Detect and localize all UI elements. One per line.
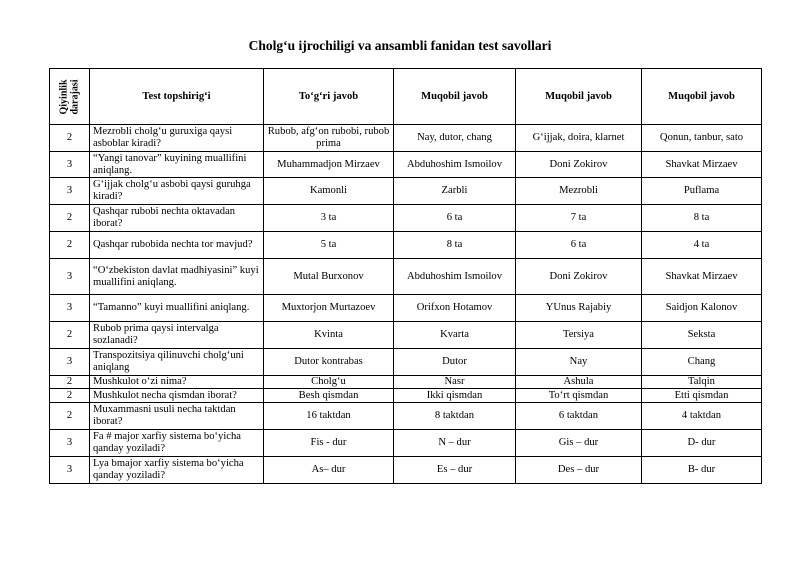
header-level-line1: Qiyinlik <box>58 78 70 115</box>
table-body <box>50 125 762 484</box>
alternative-answer-3-cell: 8 ta <box>642 205 762 232</box>
header-level-line2: darajasi <box>69 79 81 115</box>
difficulty-cell: 3 <box>50 349 90 376</box>
correct-answer-cell: Kamonli <box>264 178 394 205</box>
alternative-answer-3-cell: Shavkat Mirzaev <box>642 259 762 295</box>
alternative-answer-3-cell: Seksta <box>642 322 762 349</box>
alternative-answer-2-cell: Tersiya <box>516 322 642 349</box>
alternative-answer-2-cell: Mezrobli <box>516 178 642 205</box>
correct-answer-cell: 16 taktdan <box>264 403 394 430</box>
table-row <box>50 125 762 152</box>
table-row <box>50 389 762 403</box>
alternative-answer-2-cell: 6 taktdan <box>516 403 642 430</box>
correct-answer-cell: Muxtorjon Murtazoev <box>264 295 394 322</box>
alternative-answer-1-cell: 8 taktdan <box>394 403 516 430</box>
alternative-answer-3-cell: 4 ta <box>642 232 762 259</box>
alternative-answer-3-cell: Qonun, tanbur, sato <box>642 125 762 152</box>
alternative-answer-3-cell: Shavkat Mirzaev <box>642 152 762 178</box>
difficulty-cell: 3 <box>50 259 90 295</box>
table-row <box>50 259 762 295</box>
question-cell: Mushkulot o‘zi nima? <box>90 376 264 389</box>
table-row <box>50 295 762 322</box>
alternative-answer-1-cell: Nasr <box>394 376 516 389</box>
correct-answer-cell: Besh qismdan <box>264 389 394 403</box>
difficulty-cell: 2 <box>50 322 90 349</box>
table-header-row <box>50 69 762 125</box>
alternative-answer-2-cell: G‘ijjak, doira, klarnet <box>516 125 642 152</box>
alternative-answer-1-cell: Abduhoshim Ismoilov <box>394 152 516 178</box>
header-test-task: Test topshirig‘i <box>90 69 264 125</box>
alternative-answer-1-cell: Kvarta <box>394 322 516 349</box>
alternative-answer-2-cell: To‘rt qismdan <box>516 389 642 403</box>
question-cell: G‘ijjak cholg‘u asbobi qaysi guruhga kiradi? <box>90 178 264 205</box>
question-cell: Lya bmajor xarfiy sistema bo‘yicha qanday yoziladi? <box>90 457 264 484</box>
question-cell: “Tamanno” kuyi muallifini aniqlang. <box>90 295 264 322</box>
correct-answer-cell: 5 ta <box>264 232 394 259</box>
table-row <box>50 430 762 457</box>
difficulty-cell: 2 <box>50 232 90 259</box>
alternative-answer-3-cell: 4 taktdan <box>642 403 762 430</box>
table-row <box>50 403 762 430</box>
test-questions-table <box>49 68 762 484</box>
alternative-answer-1-cell: Ikki qismdan <box>394 389 516 403</box>
question-cell: Qashqar rubobi nechta oktavadan iborat? <box>90 205 264 232</box>
alternative-answer-2-cell: Doni Zokirov <box>516 259 642 295</box>
alternative-answer-2-cell: YUnus Rajabiy <box>516 295 642 322</box>
alternative-answer-3-cell: Saidjon Kalonov <box>642 295 762 322</box>
alternative-answer-3-cell: Puflama <box>642 178 762 205</box>
difficulty-cell: 2 <box>50 403 90 430</box>
table-row <box>50 457 762 484</box>
header-correct-answer: To‘g‘ri javob <box>264 69 394 125</box>
alternative-answer-1-cell: Dutor <box>394 349 516 376</box>
alternative-answer-3-cell: Etti qismdan <box>642 389 762 403</box>
alternative-answer-2-cell: Nay <box>516 349 642 376</box>
question-cell: “Yangi tanovar” kuyining muallifini aniqlang. <box>90 152 264 178</box>
alternative-answer-2-cell: 7 ta <box>516 205 642 232</box>
alternative-answer-2-cell: Gis – dur <box>516 430 642 457</box>
alternative-answer-1-cell: 6 ta <box>394 205 516 232</box>
correct-answer-cell: Kvinta <box>264 322 394 349</box>
table-row <box>50 178 762 205</box>
difficulty-cell: 3 <box>50 430 90 457</box>
question-cell: Muxammasni usuli necha taktdan iborat? <box>90 403 264 430</box>
alternative-answer-2-cell: Doni Zokirov <box>516 152 642 178</box>
question-cell: Mezrobli cholg‘u guruxiga qaysi asboblar kiradi? <box>90 125 264 152</box>
table-row <box>50 376 762 389</box>
difficulty-cell: 2 <box>50 205 90 232</box>
alternative-answer-3-cell: Talqin <box>642 376 762 389</box>
alternative-answer-1-cell: Zarbli <box>394 178 516 205</box>
question-cell: Transpozitsiya qilinuvchi cholg‘uni aniqlang <box>90 349 264 376</box>
question-cell: “O‘zbekiston davlat madhiyasini” kuyi muallifini aniqlang. <box>90 259 264 295</box>
question-cell: Mushkulot necha qismdan iborat? <box>90 389 264 403</box>
table-row <box>50 152 762 178</box>
correct-answer-cell: As– dur <box>264 457 394 484</box>
difficulty-cell: 3 <box>50 295 90 322</box>
alternative-answer-2-cell: 6 ta <box>516 232 642 259</box>
question-cell: Qashqar rubobida nechta tor mavjud? <box>90 232 264 259</box>
question-cell: Rubob prima qaysi intervalga sozlanadi? <box>90 322 264 349</box>
difficulty-cell: 2 <box>50 389 90 403</box>
alternative-answer-1-cell: N – dur <box>394 430 516 457</box>
correct-answer-cell: Cholg‘u <box>264 376 394 389</box>
header-alternative-answer-3: Muqobil javob <box>642 69 762 125</box>
alternative-answer-2-cell: Ashula <box>516 376 642 389</box>
table-row <box>50 232 762 259</box>
correct-answer-cell: Mutal Burxonov <box>264 259 394 295</box>
alternative-answer-1-cell: 8 ta <box>394 232 516 259</box>
alternative-answer-1-cell: Orifxon Hotamov <box>394 295 516 322</box>
difficulty-cell: 3 <box>50 152 90 178</box>
alternative-answer-3-cell: B- dur <box>642 457 762 484</box>
alternative-answer-3-cell: Chang <box>642 349 762 376</box>
table-row <box>50 349 762 376</box>
difficulty-cell: 3 <box>50 178 90 205</box>
correct-answer-cell: Muhammadjon Mirzaev <box>264 152 394 178</box>
alternative-answer-1-cell: Abduhoshim Ismoilov <box>394 259 516 295</box>
document-title: Cholg‘u ijrochiligi va ansambli fanidan test savollari <box>248 38 552 53</box>
table-row <box>50 322 762 349</box>
header-difficulty-level <box>50 69 90 125</box>
correct-answer-cell: Dutor kontrabas <box>264 349 394 376</box>
alternative-answer-1-cell: Es – dur <box>394 457 516 484</box>
difficulty-cell: 2 <box>50 376 90 389</box>
header-alternative-answer-1: Muqobil javob <box>394 69 516 125</box>
correct-answer-cell: Fis - dur <box>264 430 394 457</box>
difficulty-cell: 2 <box>50 125 90 152</box>
alternative-answer-3-cell: D- dur <box>642 430 762 457</box>
alternative-answer-2-cell: Des – dur <box>516 457 642 484</box>
difficulty-cell: 3 <box>50 457 90 484</box>
header-alternative-answer-2: Muqobil javob <box>516 69 642 125</box>
correct-answer-cell: 3 ta <box>264 205 394 232</box>
alternative-answer-1-cell: Nay, dutor, chang <box>394 125 516 152</box>
correct-answer-cell: Rubob, afg‘on rubobi, rubob prima <box>264 125 394 152</box>
table-row <box>50 205 762 232</box>
question-cell: Fa # major xarfiy sistema bo‘yicha qanday yoziladi? <box>90 430 264 457</box>
